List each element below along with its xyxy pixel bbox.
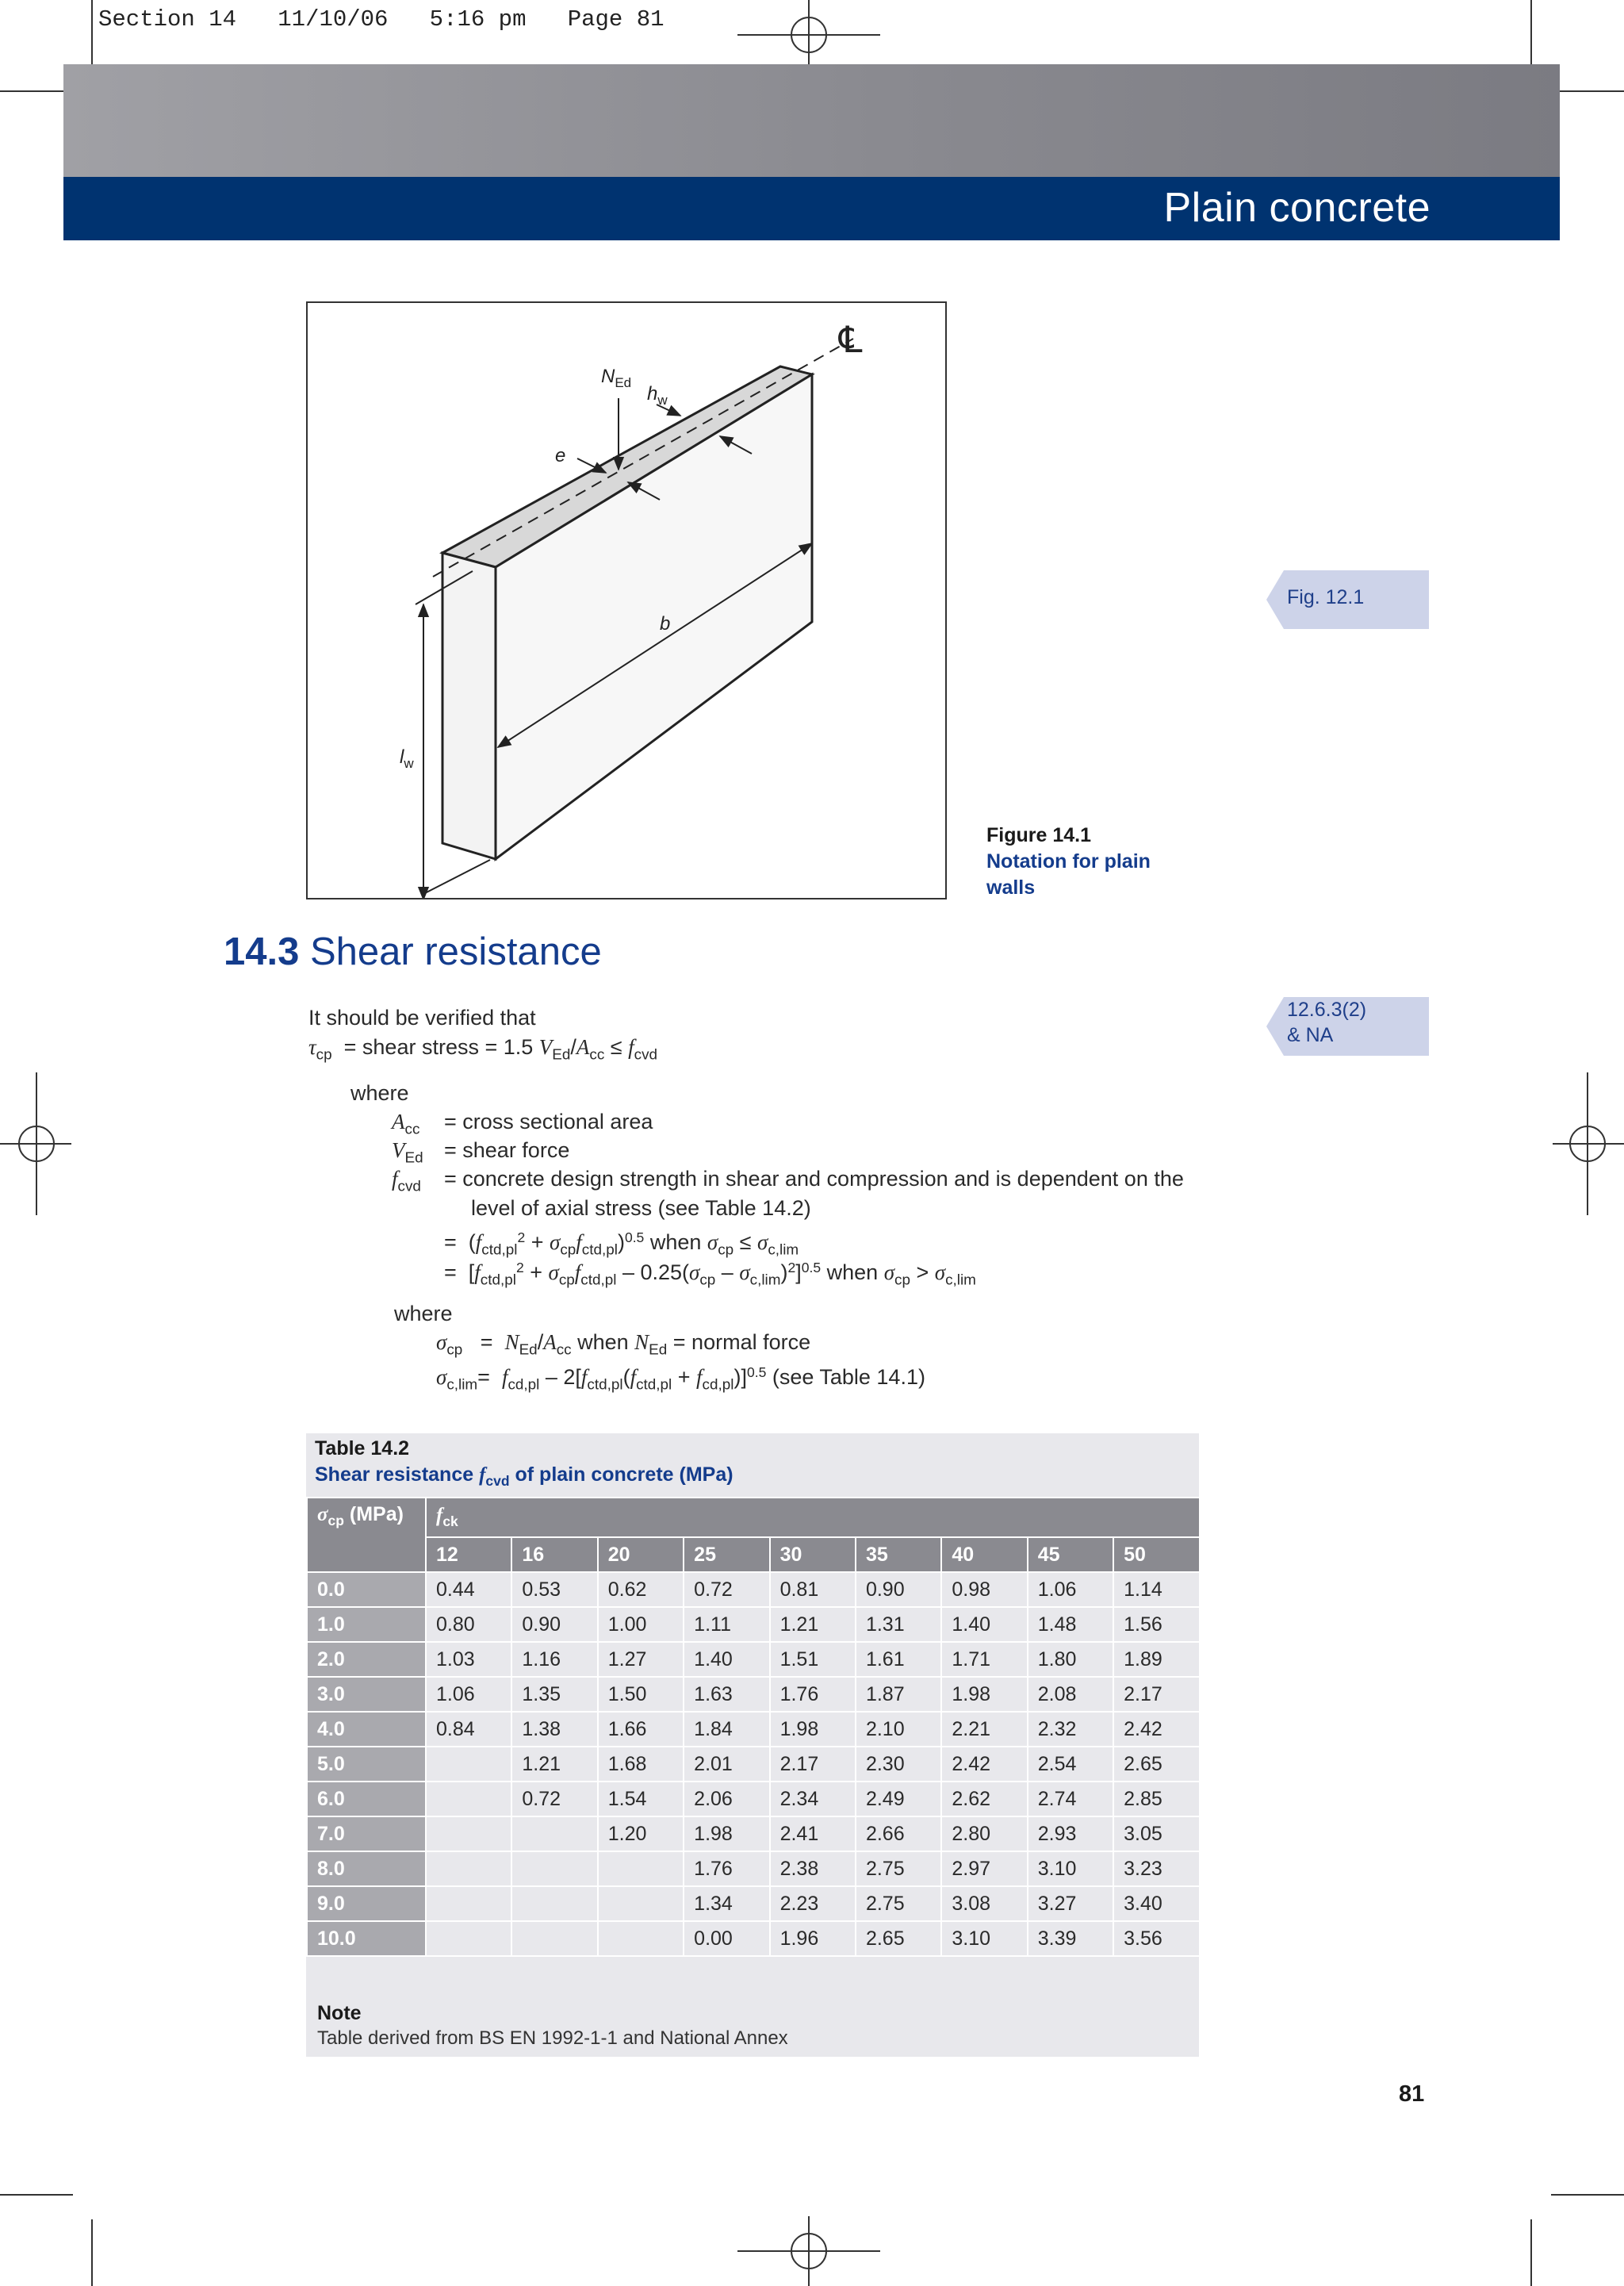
table-cell (426, 1886, 511, 1921)
registration-mark-left (0, 1072, 71, 1215)
sigma-row-header: 6.0 (307, 1782, 426, 1816)
intro-text: It should be verified that (308, 1006, 536, 1030)
table-cell: 2.85 (1113, 1782, 1199, 1816)
table-cell: 2.17 (770, 1747, 856, 1782)
table-cell: 1.34 (684, 1886, 769, 1921)
table-cell: 2.38 (770, 1851, 856, 1886)
fck-column-header: 35 (856, 1537, 941, 1572)
table-cell (426, 1782, 511, 1816)
shear-resistance-table (306, 1497, 1201, 1957)
table-cell: 1.61 (856, 1642, 941, 1677)
table-cell: 2.10 (856, 1712, 941, 1747)
table-cell: 1.98 (684, 1816, 769, 1851)
table-cell: 1.16 (511, 1642, 597, 1677)
table-cell: 1.35 (511, 1677, 597, 1712)
table-cell: 1.63 (684, 1677, 769, 1712)
var-fcvd-desc-1: = concrete design strength in shear and compression and is dependent on the (444, 1167, 1184, 1191)
margin-ref-clause (1284, 997, 1429, 1056)
table-cell: 1.48 (1028, 1607, 1113, 1642)
where-label-2: where (394, 1302, 453, 1325)
table-cell: 3.23 (1113, 1851, 1199, 1886)
table-note (317, 2000, 788, 2051)
table-cell: 2.74 (1028, 1782, 1113, 1816)
table-title: Shear resistance $f_{cvd}$ of plain concrete (MPa) (315, 1463, 733, 1490)
table-cell: 2.42 (1113, 1712, 1199, 1747)
table-cell: 1.50 (598, 1677, 684, 1712)
table-cell: 1.21 (511, 1747, 597, 1782)
registration-mark-bottom (737, 2216, 880, 2286)
table-cell: 1.06 (426, 1677, 511, 1712)
figure-title-line1: Notation for plain (986, 850, 1151, 873)
crop-mark (91, 0, 93, 65)
table-cell: 2.23 (770, 1886, 856, 1921)
page-number: 81 (1399, 2081, 1425, 2107)
table-cell: 3.39 (1028, 1921, 1113, 1956)
table-cell: 3.40 (1113, 1886, 1199, 1921)
table-cell: 2.65 (856, 1921, 941, 1956)
table-cell: 1.89 (1113, 1642, 1199, 1677)
section-heading (224, 930, 602, 974)
table-row (307, 1851, 1200, 1886)
table-cell (426, 1851, 511, 1886)
crop-mark (91, 2219, 93, 2286)
table-cell: 0.00 (684, 1921, 769, 1956)
table-cell: 1.87 (856, 1677, 941, 1712)
sigma-row-header: 10.0 (307, 1921, 426, 1956)
table-row (307, 1782, 1200, 1816)
table-cell: 1.80 (1028, 1642, 1113, 1677)
figure-caption (986, 823, 1151, 901)
table-cell: 3.27 (1028, 1886, 1113, 1921)
figure-number: Figure 14.1 (986, 824, 1091, 846)
where-label-1: where (350, 1081, 409, 1105)
table-cell: 0.80 (426, 1607, 511, 1642)
crop-mark (1551, 2194, 1624, 2196)
table-cell: 2.65 (1113, 1747, 1199, 1782)
table-cell: 2.01 (684, 1747, 769, 1782)
table-cell (426, 1816, 511, 1851)
table-cell: 2.06 (684, 1782, 769, 1816)
table-row (307, 1572, 1200, 1607)
lw-label: $l_w$ (400, 746, 414, 771)
sigma-cp-definition: $\sigma_{cp} = N_{Ed}/A_{cc}$ when $N_{Ed}$ = normal force (436, 1330, 811, 1359)
print-slug: Section 14 11/10/06 5:16 pm Page 81 (98, 6, 665, 33)
section-number: 14.3 (224, 930, 300, 973)
table-cell: 0.62 (598, 1572, 684, 1607)
table-caption (315, 1436, 733, 1494)
table-cell: 1.06 (1028, 1572, 1113, 1607)
table-row (307, 1607, 1200, 1642)
table-number: Table 14.2 (315, 1437, 410, 1459)
figure-title-line2: walls (986, 876, 1036, 899)
sigma-row-header: 2.0 (307, 1642, 426, 1677)
table-cell (426, 1747, 511, 1782)
table-cell: 2.97 (941, 1851, 1027, 1886)
table-cell: 1.27 (598, 1642, 684, 1677)
table-cell: 1.76 (770, 1677, 856, 1712)
sigma-row-header: 3.0 (307, 1677, 426, 1712)
table-row (307, 1642, 1200, 1677)
lw-extension-bottom (423, 860, 490, 894)
table-cell: 2.42 (941, 1747, 1027, 1782)
table-header-row-2 (307, 1537, 1200, 1572)
table-cell: 2.54 (1028, 1747, 1113, 1782)
note-text: Table derived from BS EN 1992-1-1 and National Annex (317, 2027, 788, 2049)
table-cell: 1.76 (684, 1851, 769, 1886)
fck-column-header: 20 (598, 1537, 684, 1572)
crop-mark (0, 90, 73, 92)
table-header-row-1 (307, 1498, 1200, 1537)
section-title: Shear resistance (310, 930, 602, 973)
table-cell: 2.66 (856, 1816, 941, 1851)
table-cell: 1.00 (598, 1607, 684, 1642)
table-row (307, 1747, 1200, 1782)
fck-column-header: 45 (1028, 1537, 1113, 1572)
table-cell: 2.32 (1028, 1712, 1113, 1747)
var-ved: $V_{Ed}$ (392, 1138, 423, 1167)
sigma-row-header: 5.0 (307, 1747, 426, 1782)
var-fcvd: $f_{cvd}$ (392, 1167, 421, 1195)
table-cell (511, 1886, 597, 1921)
table-cell: 1.40 (941, 1607, 1027, 1642)
fcvd-formula-2: = $[f_{ctd,pl}^2 + \sigma_{cp}f_{ctd,pl} - 0.25(\sigma_{cp} - \sigma_{c,lim})^2]^{0.5}$ when $\sigma_{cp} > \sigma_{c,lim}$ (444, 1260, 976, 1289)
sigma-row-header: 9.0 (307, 1886, 426, 1921)
table-cell: 1.03 (426, 1642, 511, 1677)
var-ved-desc: = shear force (444, 1138, 570, 1162)
table-cell: 0.81 (770, 1572, 856, 1607)
table-row (307, 1677, 1200, 1712)
table-row (307, 1886, 1200, 1921)
table-cell: 1.38 (511, 1712, 597, 1747)
ned-label: $N_{Ed}$ (601, 366, 632, 390)
table-cell (511, 1921, 597, 1956)
figure-frame (306, 301, 947, 899)
sigma-row-header: 0.0 (307, 1572, 426, 1607)
table-cell: 0.44 (426, 1572, 511, 1607)
table-cell: 0.53 (511, 1572, 597, 1607)
fck-column-header: 16 (511, 1537, 597, 1572)
table-cell: 2.08 (1028, 1677, 1113, 1712)
crop-mark (0, 2194, 73, 2196)
margin-ref-fig-label: Fig. 12.1 (1287, 586, 1365, 608)
table-cell: 2.75 (856, 1851, 941, 1886)
registration-mark-right (1553, 1072, 1624, 1215)
table-cell: 3.05 (1113, 1816, 1199, 1851)
rowhead-column-header: $\sigma_{cp}$ (MPa) (307, 1498, 426, 1572)
fck-column-header: 40 (941, 1537, 1027, 1572)
sigma-row-header: 1.0 (307, 1607, 426, 1642)
table-cell: 2.62 (941, 1782, 1027, 1816)
table-cell: 1.98 (770, 1712, 856, 1747)
margin-ref-clause-line2: & NA (1287, 1024, 1334, 1046)
table-cell: 2.34 (770, 1782, 856, 1816)
sigma-clim-definition: $\sigma_{c,lim}= f_{cd,pl} - 2[f_{ctd,pl}(f_{ctd,pl} + f_{cd,pl})]^{0.5}$ (see Table 14.1) (436, 1364, 925, 1394)
table-cell (598, 1886, 684, 1921)
table-cell: 1.68 (598, 1747, 684, 1782)
table-cell: 2.75 (856, 1886, 941, 1921)
table-cell: 3.08 (941, 1886, 1027, 1921)
crop-mark (1551, 90, 1624, 92)
crop-mark (1530, 2219, 1532, 2286)
table-cell: 1.21 (770, 1607, 856, 1642)
sigma-row-header: 8.0 (307, 1851, 426, 1886)
table-cell: 1.51 (770, 1642, 856, 1677)
var-acc-desc: = cross sectional area (444, 1110, 653, 1133)
running-header-title: Plain concrete (1163, 185, 1431, 231)
table-cell: 2.93 (1028, 1816, 1113, 1851)
table-cell: 1.66 (598, 1712, 684, 1747)
table-cell: 2.30 (856, 1747, 941, 1782)
sigma-row-header: 7.0 (307, 1816, 426, 1851)
b-label: b (660, 613, 671, 635)
sigma-row-header: 4.0 (307, 1712, 426, 1747)
table-cell (511, 1851, 597, 1886)
table-row (307, 1921, 1200, 1956)
table-cell: 1.56 (1113, 1607, 1199, 1642)
table-cell (511, 1816, 597, 1851)
table-cell: 1.14 (1113, 1572, 1199, 1607)
table-cell: 2.17 (1113, 1677, 1199, 1712)
table-body (307, 1572, 1200, 1956)
var-acc: $A_{cc}$ (392, 1110, 420, 1138)
header-gradient-band (63, 64, 1560, 177)
table-cell: 2.49 (856, 1782, 941, 1816)
table-cell: 3.10 (1028, 1851, 1113, 1886)
table-cell: 2.41 (770, 1816, 856, 1851)
table-cell: 1.20 (598, 1816, 684, 1851)
hw-label: $h_w$ (647, 383, 668, 408)
table-cell: 2.21 (941, 1712, 1027, 1747)
table-row (307, 1712, 1200, 1747)
table-cell: 1.40 (684, 1642, 769, 1677)
registration-mark-top (737, 0, 880, 70)
table-cell: 0.72 (511, 1782, 597, 1816)
fck-column-header: 30 (770, 1537, 856, 1572)
fcvd-formula-1: = $(f_{ctd,pl}^2 + \sigma_{cp}f_{ctd,pl})^{0.5}$ when $\sigma_{cp} \le \sigma_{c,lim}$ (444, 1229, 799, 1259)
margin-ref-clause-line1: 12.6.3(2) (1287, 999, 1367, 1021)
wall-front-face (442, 553, 496, 859)
table-cell: 3.56 (1113, 1921, 1199, 1956)
table-cell: 0.98 (941, 1572, 1027, 1607)
margin-ref-fig (1284, 570, 1429, 629)
note-heading: Note (317, 2002, 362, 2024)
table-cell: 1.11 (684, 1607, 769, 1642)
table-cell (426, 1921, 511, 1956)
table-cell: 1.71 (941, 1642, 1027, 1677)
centre-line-symbol: ℄ (839, 318, 863, 361)
wall-notation-diagram (308, 303, 945, 898)
var-fcvd-desc-2: level of axial stress (see Table 14.2) (471, 1196, 811, 1220)
crop-mark (1530, 0, 1532, 65)
table-cell: 1.31 (856, 1607, 941, 1642)
table-cell: 0.90 (511, 1607, 597, 1642)
fck-column-header: 12 (426, 1537, 511, 1572)
table-row (307, 1816, 1200, 1851)
table-cell: 1.98 (941, 1677, 1027, 1712)
table-cell: 3.10 (941, 1921, 1027, 1956)
table-cell: 0.84 (426, 1712, 511, 1747)
fck-column-header: 50 (1113, 1537, 1199, 1572)
table-cell: 0.72 (684, 1572, 769, 1607)
table-cell (598, 1851, 684, 1886)
table-cell: 1.84 (684, 1712, 769, 1747)
table-cell: 1.54 (598, 1782, 684, 1816)
table-cell (598, 1921, 684, 1956)
fck-group-header: $f_{ck}$ (426, 1498, 1200, 1537)
table-cell: 1.96 (770, 1921, 856, 1956)
shear-stress-equation: $\tau_{cp}$ = shear stress = 1.5 $V_{Ed}/A_{cc} \le f_{cvd}$ (308, 1035, 658, 1064)
fck-column-header: 25 (684, 1537, 769, 1572)
e-label: e (555, 445, 566, 466)
table-cell: 0.90 (856, 1572, 941, 1607)
table-cell: 2.80 (941, 1816, 1027, 1851)
